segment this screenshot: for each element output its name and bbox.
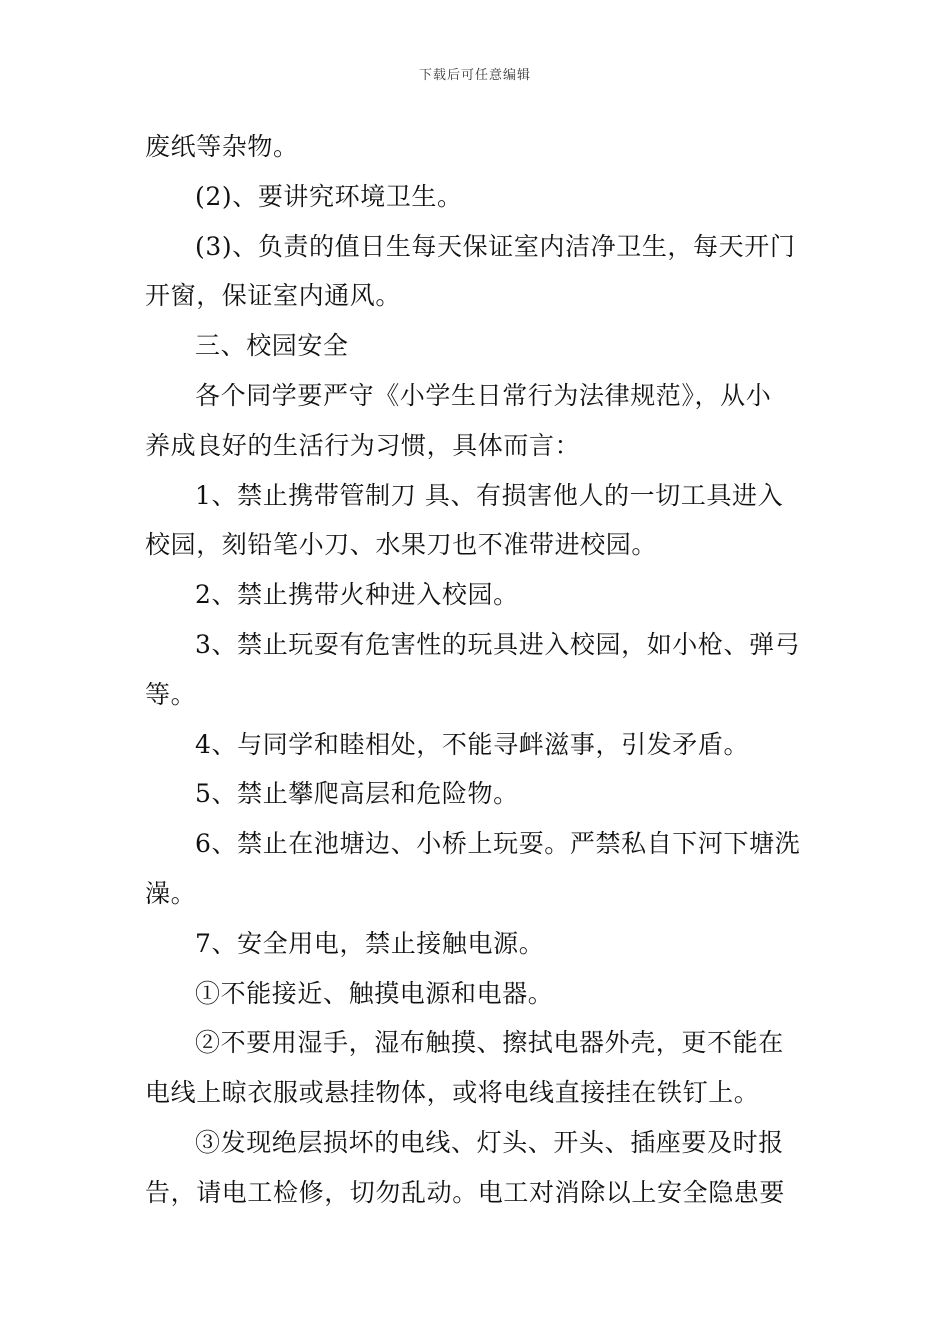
text-line: 三、校园安全 xyxy=(195,331,349,361)
text-line: 废纸等杂物。 xyxy=(145,132,299,161)
text-line: ①不能接近、触摸电源和电器。 xyxy=(195,978,554,1008)
text-line: (2)、要讲究环境卫生。 xyxy=(195,181,463,211)
text-line: ③发现绝层损坏的电线、灯头、开头、插座要及时报 xyxy=(195,1127,784,1157)
text-line: (3)、负责的值日生每天保证室内洁净卫生，每天开门 xyxy=(195,231,796,261)
text-line: 5、禁止攀爬高层和危险物。 xyxy=(195,779,519,809)
text-line: 等。 xyxy=(145,679,197,709)
text-line: 开窗，保证室内通风。 xyxy=(145,281,402,311)
text-line: ②不要用湿手，湿布触摸、擦拭电器外壳，更不能在 xyxy=(195,1028,784,1058)
text-line: 电线上晾衣服或悬挂物体，或将电线直接挂在铁钉上。 xyxy=(145,1078,760,1108)
text-line: 7、安全用电，禁止接触电源。 xyxy=(195,928,545,958)
text-line: 3、禁止玩耍有危害性的玩具进入校园，如小枪、弹弓 xyxy=(195,629,801,659)
text-line: 校园，刻铅笔小刀、水果刀也不准带进校园。 xyxy=(145,530,658,560)
page-header: 下载后可任意编辑 xyxy=(418,68,531,83)
text-line: 养成良好的生活行为习惯，具体而言： xyxy=(145,430,581,460)
text-line: 4、与同学和睦相处，不能寻衅滋事，引发矛盾。 xyxy=(195,729,750,759)
text-line: 6、禁止在池塘边、小桥上玩耍。严禁私自下河下塘洗 xyxy=(195,829,801,859)
text-line: 1、禁止携带管制刀 具、有损害他人的一切工具进入 xyxy=(195,480,784,510)
text-line: 各个同学要严守《小学生日常行为法律规范》，从小 xyxy=(195,380,772,410)
text-line: 告，请电工检修，切勿乱动。电工对消除以上安全隐患要 xyxy=(145,1177,786,1207)
document-body xyxy=(145,122,810,1218)
text-line: 澡。 xyxy=(145,878,197,908)
text-line: 2、禁止携带火种进入校园。 xyxy=(195,580,519,610)
